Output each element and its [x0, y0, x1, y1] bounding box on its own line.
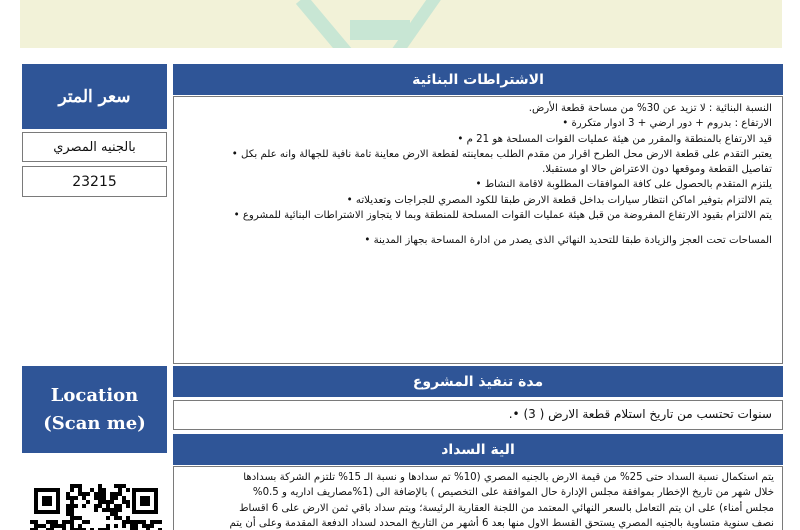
map-road	[296, 0, 358, 48]
price-header	[22, 64, 167, 129]
price-title: سعر المتر	[58, 86, 131, 107]
payment-line: خلال شهر من تاريخ الإخطار بموافقة مجلس الإدارة حال الموافقة على التخصيص ) بالإضافة الى (1%مصاريف اداريه و 0.5%	[252, 487, 774, 499]
payment-line: يتم استكمال نسبة السداد حتى 25% من قيمة الارض بالجنيه المصري (10% تم سدادها و نسبة الـ 15% تلتزم الشركة بسدادها	[243, 472, 774, 483]
condition-line: الارتفاع : بدروم + دور ارضي + 3 ادوار متكررة •	[562, 118, 772, 130]
duration-title: مدة تنفيذ المشروع	[412, 373, 544, 390]
condition-line: يتم الالتزام بقيود الارتفاع المفروضة من قبل هيئة عمليات القوات المسلحة للمنطقة وبما لا يتجاوز الاشتراطات البنائية للمشروع •	[233, 210, 772, 222]
payment-line: نصف سنوية متساوية بالجنيه المصري يستحق القسط الاول منها بعد 6 أشهر من التاريخ المحدد لسداد الدفعة المقدمة وعلى أن يتم	[229, 517, 774, 529]
qr-code-icon[interactable]	[30, 484, 162, 530]
condition-line: تفاصيل القطعة وموقعها دون الاعتراض حالا او مستقبلا.	[542, 164, 772, 176]
payment-body	[173, 466, 783, 530]
condition-line: النسبة البنائية : لا تزيد عن 30% من مساحة قطعة الأرض.	[528, 103, 772, 114]
condition-line: المساحات تحت العجز والزيادة طبقا للتحديد النهائي الذى يصدر من ادارة المساحة بجهاز المدينة •	[364, 235, 772, 247]
location-header	[22, 366, 167, 453]
price-value: 23215	[72, 173, 117, 190]
location-subtitle: (Scan me)	[43, 412, 146, 434]
building-conditions-header	[173, 64, 783, 95]
price-unit-cell	[22, 132, 167, 162]
duration-body	[173, 400, 783, 430]
building-conditions-title: الاشتراطات البنائية	[412, 71, 544, 88]
condition-line: يلتزم المتقدم بالحصول على كافة الموافقات المطلوبة لاقامة النشاط •	[475, 179, 772, 191]
payment-header	[173, 434, 783, 465]
building-conditions-body	[173, 96, 783, 364]
location-title: Location	[50, 384, 139, 406]
condition-line: قيد الارتفاع بالمنطقة والمقرر من هيئة عمليات القوات المسلحة هو 21 م •	[457, 133, 772, 145]
condition-line: يعتبر التقدم على قطعة الارض محل الطرح اقرار من مقدم الطلب بمعاينته لقطعة الارض معاينة تامة نافية للجهالة وانه علم بكل •	[231, 148, 772, 160]
duration-text: سنوات تحتسب من تاريخ استلام قطعة الارض ( 3) •.	[508, 407, 772, 421]
payment-title: الية السداد	[441, 441, 515, 458]
condition-line: يتم الالتزام بتوفير اماكن انتظار سيارات بداخل قطعة الارض طبقا للكود المصري للجراجات وتعديلاته •	[346, 194, 772, 206]
map-snippet	[20, 0, 782, 48]
duration-header	[173, 366, 783, 397]
price-unit: بالجنيه المصري	[53, 139, 136, 155]
payment-line: مجلس أمناء) على ان يتم التعامل بالسعر النهائي المعتمد من اللجنة العقارية الرئيسة؛ ويتم سداد باقي ثمن الارض على 6 اقساط	[239, 502, 774, 514]
map-road	[350, 20, 410, 40]
price-value-cell	[22, 166, 167, 197]
